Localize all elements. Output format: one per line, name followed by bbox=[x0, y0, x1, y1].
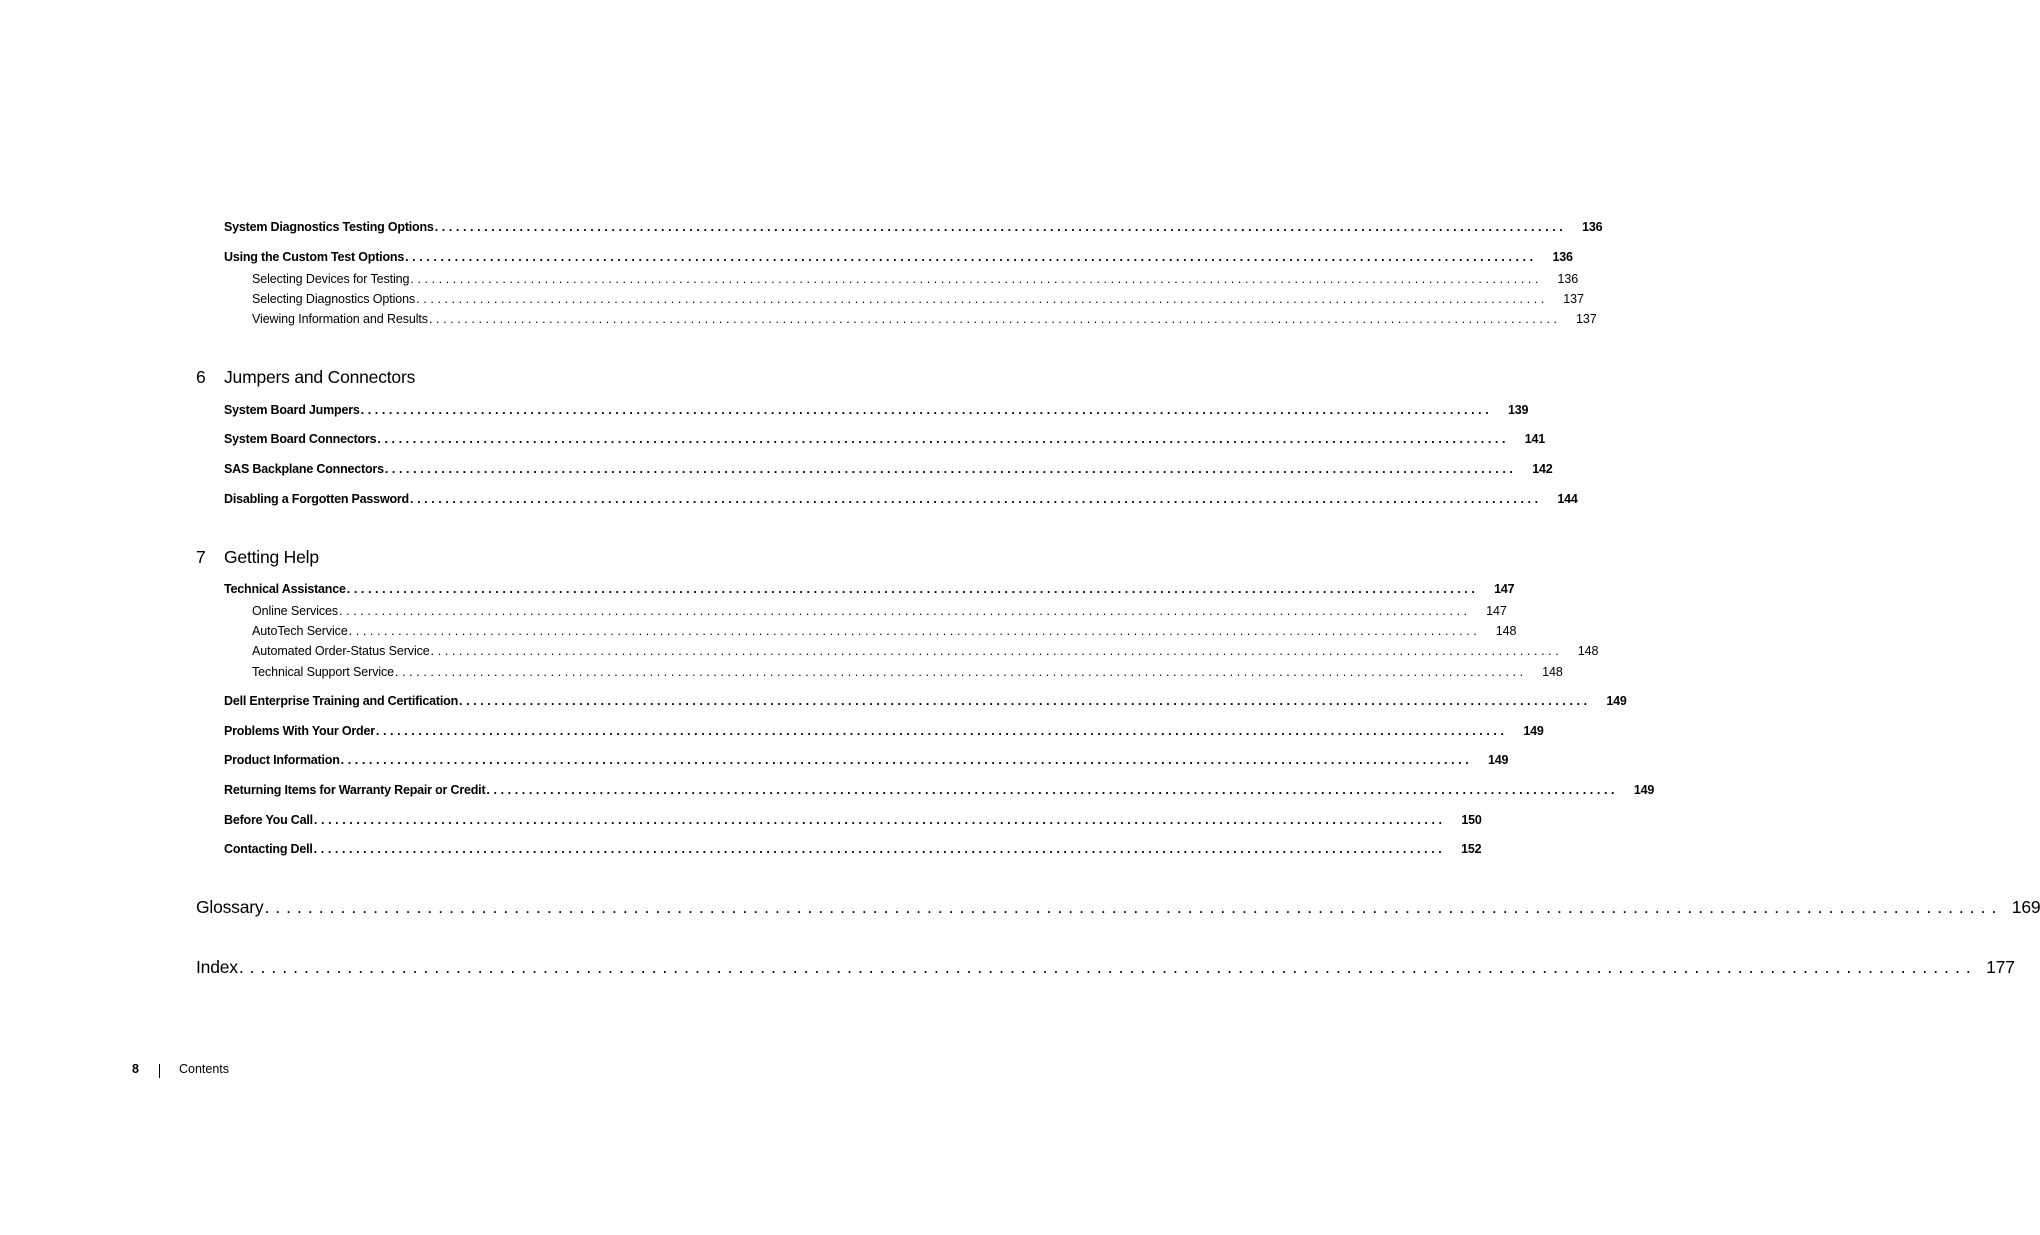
toc-entry[interactable] bbox=[224, 813, 1482, 827]
dot-leader: ................................................................................................................................................................ bbox=[348, 624, 1481, 638]
toc-entry-page: 152 bbox=[1461, 842, 1482, 856]
toc-entry[interactable] bbox=[224, 694, 1627, 708]
toc-entry-title: Before You Call bbox=[224, 813, 313, 827]
toc-entry-title: Technical Support Service bbox=[252, 665, 395, 679]
dot-leader: ................................................................................................................................................................ bbox=[459, 694, 1591, 708]
chapter-title: Getting Help bbox=[224, 547, 319, 567]
toc-glossary-entry[interactable] bbox=[196, 897, 2040, 918]
footer-page-number: 8 bbox=[132, 1062, 139, 1076]
toc-entry-page: 147 bbox=[1486, 604, 1507, 618]
toc-subentry[interactable] bbox=[252, 644, 1599, 658]
toc-entry-title: Viewing Information and Results bbox=[252, 312, 428, 326]
dot-leader: ................................................................................................................................................................ bbox=[313, 813, 1446, 827]
dot-leader: ................................................................................................................................................................ bbox=[428, 312, 1561, 326]
toc-entry-page: 147 bbox=[1494, 582, 1515, 596]
toc-entry[interactable] bbox=[224, 432, 1546, 446]
dot-leader: ................................................................................................................................................................ bbox=[238, 957, 1977, 977]
toc-entry-page: 149 bbox=[1488, 753, 1509, 767]
toc-entry[interactable] bbox=[224, 250, 1573, 264]
toc-entry-page: 142 bbox=[1532, 462, 1553, 476]
toc-entry[interactable] bbox=[224, 220, 1603, 234]
toc-entry-page: 136 bbox=[1557, 272, 1579, 286]
dot-leader: ................................................................................................................................................................ bbox=[405, 250, 1537, 264]
dot-leader: ................................................................................................................................................................ bbox=[313, 842, 1446, 856]
toc-entry-page: 149 bbox=[1633, 783, 1655, 797]
toc-entry-page: 177 bbox=[1986, 957, 2015, 977]
toc-entry-title: Online Services bbox=[252, 604, 339, 618]
dot-leader: ................................................................................................................................................................ bbox=[360, 403, 1493, 417]
toc-entry-page: 144 bbox=[1557, 492, 1578, 506]
toc-entry[interactable] bbox=[224, 724, 1544, 738]
toc-entry-page: 149 bbox=[1606, 694, 1627, 708]
toc-entry-page: 141 bbox=[1524, 432, 1546, 446]
toc-entry-page: 136 bbox=[1582, 220, 1603, 234]
toc-entry-page: 136 bbox=[1552, 250, 1573, 264]
dot-leader: ................................................................................................................................................................ bbox=[410, 272, 1543, 286]
toc-entry-page: 148 bbox=[1495, 624, 1517, 638]
dot-leader: ................................................................................................................................................................ bbox=[416, 292, 1548, 306]
toc-entry-title: Selecting Diagnostics Options bbox=[252, 292, 416, 306]
toc-entry-title: AutoTech Service bbox=[252, 624, 348, 638]
toc-entry-title: Automated Order-Status Service bbox=[252, 644, 430, 658]
toc-entry-title: Technical Assistance bbox=[224, 582, 346, 596]
chapter-heading[interactable] bbox=[196, 547, 319, 568]
toc-index-entry[interactable] bbox=[196, 957, 2015, 978]
toc-entry-title: SAS Backplane Connectors bbox=[224, 462, 384, 476]
chapter-number: 6 bbox=[196, 367, 206, 387]
dot-leader: ................................................................................................................................................................ bbox=[430, 644, 1563, 658]
dot-leader: ................................................................................................................................................................ bbox=[410, 492, 1542, 506]
toc-entry-title: Glossary bbox=[196, 897, 264, 917]
toc-entry-title: System Diagnostics Testing Options bbox=[224, 220, 434, 234]
dot-leader: ................................................................................................................................................................ bbox=[264, 897, 2003, 917]
dot-leader: ................................................................................................................................................................ bbox=[434, 220, 1567, 234]
toc-entry-title: System Board Connectors bbox=[224, 432, 377, 446]
toc-entry[interactable] bbox=[224, 753, 1509, 767]
toc-entry[interactable] bbox=[224, 462, 1553, 476]
dot-leader: ................................................................................................................................................................ bbox=[339, 604, 1471, 618]
toc-entry-page: 148 bbox=[1542, 665, 1563, 679]
toc-entry-title: Problems With Your Order bbox=[224, 724, 375, 738]
footer-separator bbox=[159, 1064, 160, 1078]
toc-subentry[interactable] bbox=[252, 292, 1584, 306]
toc-entry[interactable] bbox=[224, 783, 1655, 797]
toc-subentry[interactable] bbox=[252, 272, 1579, 286]
toc-subentry[interactable] bbox=[252, 312, 1597, 326]
toc-entry-page: 149 bbox=[1523, 724, 1544, 738]
toc-entry[interactable] bbox=[224, 582, 1515, 596]
toc-subentry[interactable] bbox=[252, 604, 1507, 618]
toc-entry-page: 137 bbox=[1576, 312, 1597, 326]
toc-entry[interactable] bbox=[224, 842, 1482, 856]
toc-entry-page: 150 bbox=[1461, 813, 1482, 827]
dot-leader: ................................................................................................................................................................ bbox=[486, 783, 1619, 797]
toc-entry-title: Returning Items for Warranty Repair or Credit bbox=[224, 783, 486, 797]
dot-leader: ................................................................................................................................................................ bbox=[377, 432, 1510, 446]
toc-entry-title: Dell Enterprise Training and Certification bbox=[224, 694, 459, 708]
dot-leader: ................................................................................................................................................................ bbox=[340, 753, 1473, 767]
toc-entry-title: Index bbox=[196, 957, 238, 977]
toc-entry-title: Using the Custom Test Options bbox=[224, 250, 405, 264]
dot-leader: ................................................................................................................................................................ bbox=[346, 582, 1479, 596]
toc-entry-page: 148 bbox=[1577, 644, 1599, 658]
toc-entry-title: Contacting Dell bbox=[224, 842, 313, 856]
toc-entry-title: Product Information bbox=[224, 753, 340, 767]
chapter-title: Jumpers and Connectors bbox=[224, 367, 416, 387]
toc-entry-title: System Board Jumpers bbox=[224, 403, 360, 417]
toc-entry-page: 169 bbox=[2011, 897, 2040, 917]
toc-entry[interactable] bbox=[224, 492, 1578, 506]
footer-section-label: Contents bbox=[179, 1062, 230, 1076]
toc-entry-page: 137 bbox=[1563, 292, 1584, 306]
dot-leader: ................................................................................................................................................................ bbox=[384, 462, 1517, 476]
toc-entry-title: Disabling a Forgotten Password bbox=[224, 492, 409, 506]
toc-subentry[interactable] bbox=[252, 665, 1563, 679]
toc-entry-title: Selecting Devices for Testing bbox=[252, 272, 410, 286]
chapter-number: 7 bbox=[196, 547, 206, 567]
dot-leader: ................................................................................................................................................................ bbox=[375, 724, 1508, 738]
chapter-heading[interactable] bbox=[196, 367, 415, 388]
dot-leader: ................................................................................................................................................................ bbox=[395, 665, 1527, 679]
toc-subentry[interactable] bbox=[252, 624, 1517, 638]
toc-entry-page: 139 bbox=[1508, 403, 1529, 417]
toc-entry[interactable] bbox=[224, 403, 1529, 417]
